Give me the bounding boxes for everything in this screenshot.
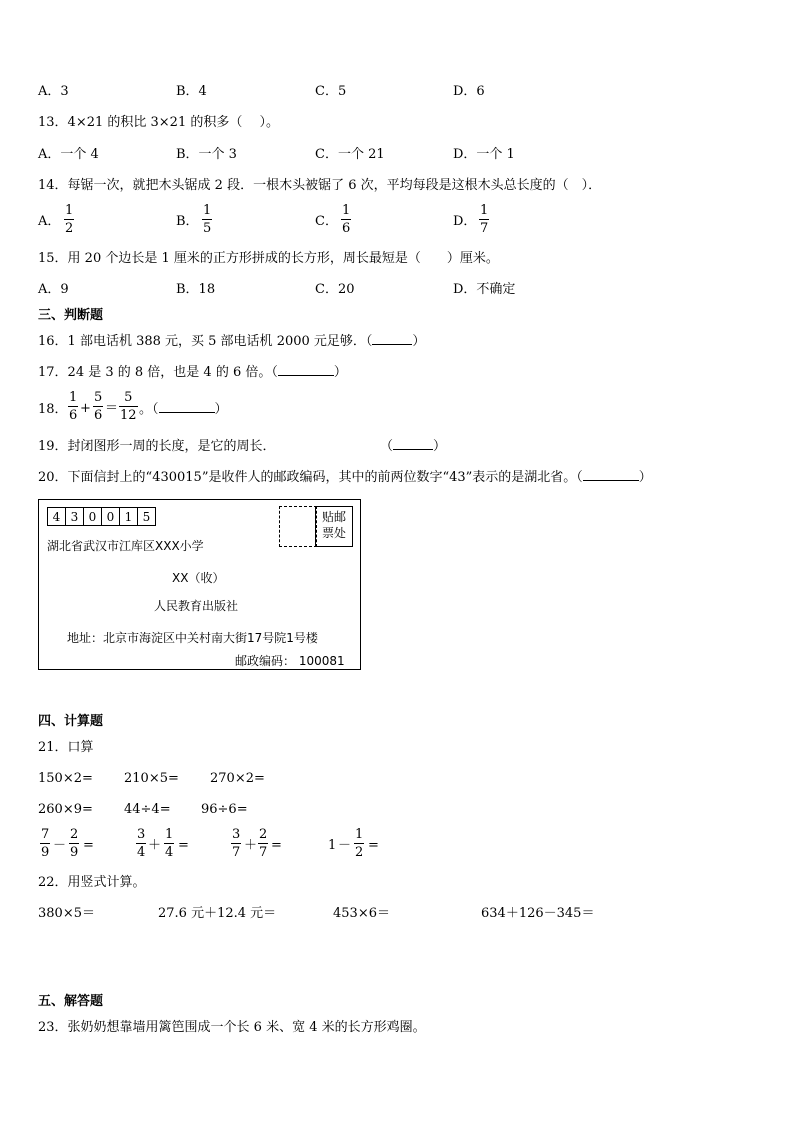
q18-equals: ＝ <box>105 401 119 416</box>
q18-fraction-1: 1 6 <box>69 390 78 423</box>
q21-fraction: 1 2 <box>355 827 364 860</box>
stamp-area <box>315 506 353 547</box>
q21-item: 210×5= <box>124 771 179 786</box>
postal-digit-box: 4 <box>47 507 66 526</box>
postal-digit-box: 1 <box>119 507 138 526</box>
q21-equals: = <box>271 838 282 853</box>
q21-fraction: 3 7 <box>232 827 241 860</box>
q21-equals: = <box>83 838 94 853</box>
q22-title: 22．用竖式计算。 <box>38 875 146 890</box>
stamp-label-line-2: 票处 <box>321 526 346 540</box>
q14-option-a-fraction: 1 2 <box>65 203 74 236</box>
q22-item: 453×6＝ <box>333 906 390 921</box>
stamp-label-line-1: 贴邮 <box>321 510 346 524</box>
q19-answer <box>380 440 446 453</box>
q21-item: 260×9= <box>38 802 93 817</box>
q21-fraction: 2 7 <box>259 827 268 860</box>
q23-text: 23．张奶奶想靠墙用篱笆围成一个长 6 米、宽 4 米的长方形鸡圈。 <box>38 1020 426 1035</box>
q21-title: 21．口算 <box>38 740 94 755</box>
recipient-name: XX（收） <box>172 571 225 585</box>
sender-postcode: 邮政编码： 100081 <box>235 654 345 668</box>
q19-close-paren: ） <box>433 439 447 454</box>
q16-statement: 16．1 部电话机 388 元，买 5 部电话机 2000 元足够．（ <box>38 334 373 349</box>
q13-stem: 13．4×21 的积比 3×21 的积多（ ）。 <box>38 115 279 130</box>
q14-option-c-label: C． <box>315 214 338 229</box>
q16-answer-blank[interactable] <box>372 344 412 345</box>
postal-digit-box: 0 <box>83 507 102 526</box>
q21-fraction: 2 9 <box>70 827 79 860</box>
q20-statement: 20．下面信封上的“430015”是收件人的邮政编码，其中的前两位数字“43”表示的是湖北省。（ <box>38 470 583 485</box>
q14-option-d-fraction: 1 7 <box>480 203 489 236</box>
q18-close-paren: ） <box>214 402 228 417</box>
section-3-heading: 三、判断题 <box>38 308 104 323</box>
q17-text <box>38 366 347 379</box>
q15-option-a: A．9 <box>38 282 69 297</box>
section-5-heading: 五、解答题 <box>38 994 104 1009</box>
section-4-heading: 四、计算题 <box>38 714 104 729</box>
q15-stem: 15．用 20 个边长是 1 厘米的正方形拼成的长方形，周长最短是（ ）厘米。 <box>38 251 499 266</box>
q18-open-paren: 。（ <box>139 402 159 417</box>
q12-option-b: B．4 <box>176 84 207 99</box>
stamp-placeholder-dashed <box>279 506 317 547</box>
q15-option-b: B．18 <box>176 282 216 297</box>
q21-equals: = <box>178 838 189 853</box>
q21-fraction: 7 9 <box>41 827 50 860</box>
postal-digit-box: 0 <box>101 507 120 526</box>
postal-digit-box: 5 <box>137 507 156 526</box>
q12-option-c: C．5 <box>315 84 347 99</box>
q18-fraction-2: 5 6 <box>94 390 103 423</box>
q21-operator: － <box>338 838 352 853</box>
q21-fraction: 1 4 <box>165 827 174 860</box>
q18-plus: + <box>80 401 91 416</box>
q21-operator: － <box>53 838 67 853</box>
q21-operator: ＋ <box>244 838 258 853</box>
q15-option-d: D．不确定 <box>453 282 516 297</box>
q18-prefix: 18． <box>38 402 68 417</box>
q12-option-d: D．6 <box>453 84 485 99</box>
q14-option-b-fraction: 1 5 <box>203 203 212 236</box>
q15-option-c: C．20 <box>315 282 355 297</box>
sender-address: 地址：北京市海淀区中关村南大街17号院1号楼 <box>67 631 318 645</box>
q21-item: 96÷6= <box>201 802 248 817</box>
q14-option-b-label: B． <box>176 214 199 229</box>
q17-statement: 17．24 是 3 的 8 倍，也是 4 的 6 倍。（ <box>38 365 278 380</box>
q18-tail <box>139 403 228 416</box>
q20-close-paren: ） <box>638 470 652 485</box>
q13-option-a: A．一个 4 <box>38 147 99 162</box>
q22-item: 380×5＝ <box>38 906 95 921</box>
q12-option-a: A．3 <box>38 84 69 99</box>
q18-fraction-3: 5 12 <box>120 390 137 423</box>
q14-option-d-label: D． <box>453 214 477 229</box>
q19-answer-blank[interactable] <box>393 449 433 450</box>
q17-answer-blank[interactable] <box>278 375 334 376</box>
q14-stem: 14．每锯一次，就把木头锯成 2 段．一根木头被锯了 6 次，平均每段是这根木头总长度的（ ）． <box>38 178 602 193</box>
q19-open-paren: （ <box>380 439 394 454</box>
q14-option-c-fraction: 1 6 <box>342 203 351 236</box>
q20-text <box>38 471 652 484</box>
postal-digit-box: 3 <box>65 507 84 526</box>
q14-option-a-label: A． <box>38 214 61 229</box>
q21-equals: = <box>368 838 379 853</box>
envelope-figure <box>38 499 361 670</box>
q21-operator: ＋ <box>148 838 162 853</box>
q21-item: 150×2= <box>38 771 93 786</box>
q22-item: 27.6 元＋12.4 元＝ <box>158 906 277 921</box>
q16-text <box>38 335 425 348</box>
q13-option-d: D．一个 1 <box>453 147 515 162</box>
recipient-address: 湖北省武汉市江库区XXX小学 <box>47 539 204 553</box>
q21-fraction: 3 4 <box>137 827 146 860</box>
q22-item: 634＋126－345＝ <box>481 906 595 921</box>
q13-option-c: C．一个 21 <box>315 147 385 162</box>
q21-whole-number: 1 <box>328 838 337 853</box>
postal-code-boxes <box>47 507 155 526</box>
q18-answer-blank[interactable] <box>159 412 215 413</box>
q17-close-paren: ） <box>333 365 347 380</box>
q19-statement: 19．封闭图形一周的长度，是它的周长． <box>38 439 276 454</box>
q21-item: 270×2= <box>210 771 265 786</box>
q13-option-b: B．一个 3 <box>176 147 237 162</box>
q21-item: 44÷4= <box>124 802 171 817</box>
q16-close-paren: ） <box>412 334 426 349</box>
q20-answer-blank[interactable] <box>583 480 639 481</box>
sender-name: 人民教育出版社 <box>154 599 239 613</box>
